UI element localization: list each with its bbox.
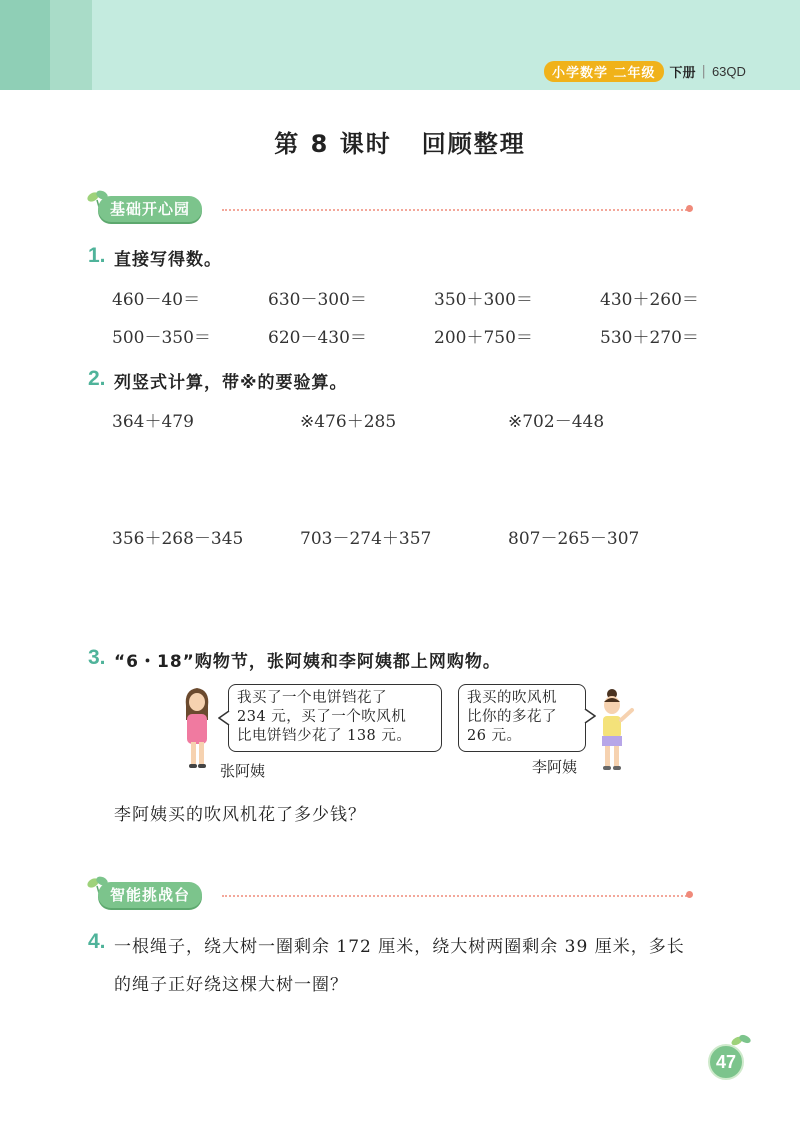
q3-number: 3.: [88, 646, 106, 669]
page-number: 47: [715, 1052, 737, 1072]
dotted-divider: [222, 209, 687, 211]
speech-bubble-li: [458, 684, 586, 752]
section-header-basic: [88, 196, 693, 226]
separator: |: [701, 63, 706, 79]
page-number-badge: [708, 1040, 748, 1080]
q3-text: “6・18”购物节，张阿姨和李阿姨都上网购物。: [114, 652, 501, 672]
q2-expr: 807－265－307: [508, 529, 640, 549]
q2-expr: ※476＋285: [300, 412, 397, 432]
dotted-divider: [222, 895, 687, 897]
caption-li: 李阿姨: [532, 758, 578, 776]
bubble-pointer: [218, 710, 230, 726]
q1-expr: 530＋270＝: [600, 328, 699, 348]
q3-question: 李阿姨买的吹风机花了多少钱？: [114, 805, 366, 825]
q2-expr: 703－274＋357: [300, 529, 432, 549]
bubble-line: 比你的多花了: [467, 709, 557, 725]
q2-expr: 364＋479: [112, 412, 194, 432]
q2-expr: 356＋268－345: [112, 529, 244, 549]
divider-end-dot: [686, 205, 693, 212]
bubble-line: 我买了一个电饼铛花了: [237, 690, 387, 706]
volume-label: 下册: [669, 65, 696, 81]
banner-stripe-dark: [0, 0, 50, 90]
section-badge-basic: 基础开心园: [98, 196, 202, 222]
speech-bubble-zhang: [228, 684, 442, 752]
page-title: [0, 124, 800, 159]
lesson-topic: 回顾整理: [421, 130, 526, 158]
q4-line2: 的绳子正好绕这棵大树一圈？: [114, 975, 348, 995]
divider-end-dot: [686, 891, 693, 898]
q1-number: 1.: [88, 244, 106, 267]
lesson-label: 第 8 课时: [274, 130, 392, 158]
caption-zhang: 张阿姨: [220, 762, 266, 780]
q1-expr: 430＋260＝: [600, 290, 699, 310]
q4-line1: 一根绳子，绕大树一圈剩余 172 厘米，绕大树两圈剩余 39 厘米，多长: [114, 937, 685, 957]
li-ayi-figure: [592, 686, 636, 774]
dialogue-illustration: [180, 680, 636, 780]
q2-expr: ※702－448: [508, 412, 605, 432]
bubble-line: 比电饼铛少花了 138 元。: [237, 728, 412, 744]
section-badge-challenge: 智能挑战台: [98, 882, 202, 908]
q1-expr: 620－430＝: [268, 328, 367, 348]
q1-expr: 460－40＝: [112, 290, 201, 310]
bubble-line: 我买的吹风机: [467, 690, 557, 706]
q2-number: 2.: [88, 367, 106, 390]
q1-expr: 200＋750＝: [434, 328, 533, 348]
q1-text: 直接写得数。: [114, 250, 222, 270]
edition-code: 63QD: [711, 63, 746, 79]
series-pill: 小学数学 二年级: [544, 61, 664, 82]
q1-expr: 500－350＝: [112, 328, 211, 348]
q2-text: 列竖式计算，带※的要验算。: [114, 373, 348, 393]
series-label: [544, 61, 746, 81]
banner-stripe-light: [50, 0, 92, 90]
section-header-challenge: [88, 882, 693, 912]
bubble-line: 26 元。: [467, 728, 522, 744]
zhang-ayi-figure: [180, 684, 214, 772]
q1-expr: 350＋300＝: [434, 290, 533, 310]
q1-expr: 630－300＝: [268, 290, 367, 310]
bubble-line: 234 元，买了一个吹风机: [237, 709, 407, 725]
q4-number: 4.: [88, 930, 106, 953]
